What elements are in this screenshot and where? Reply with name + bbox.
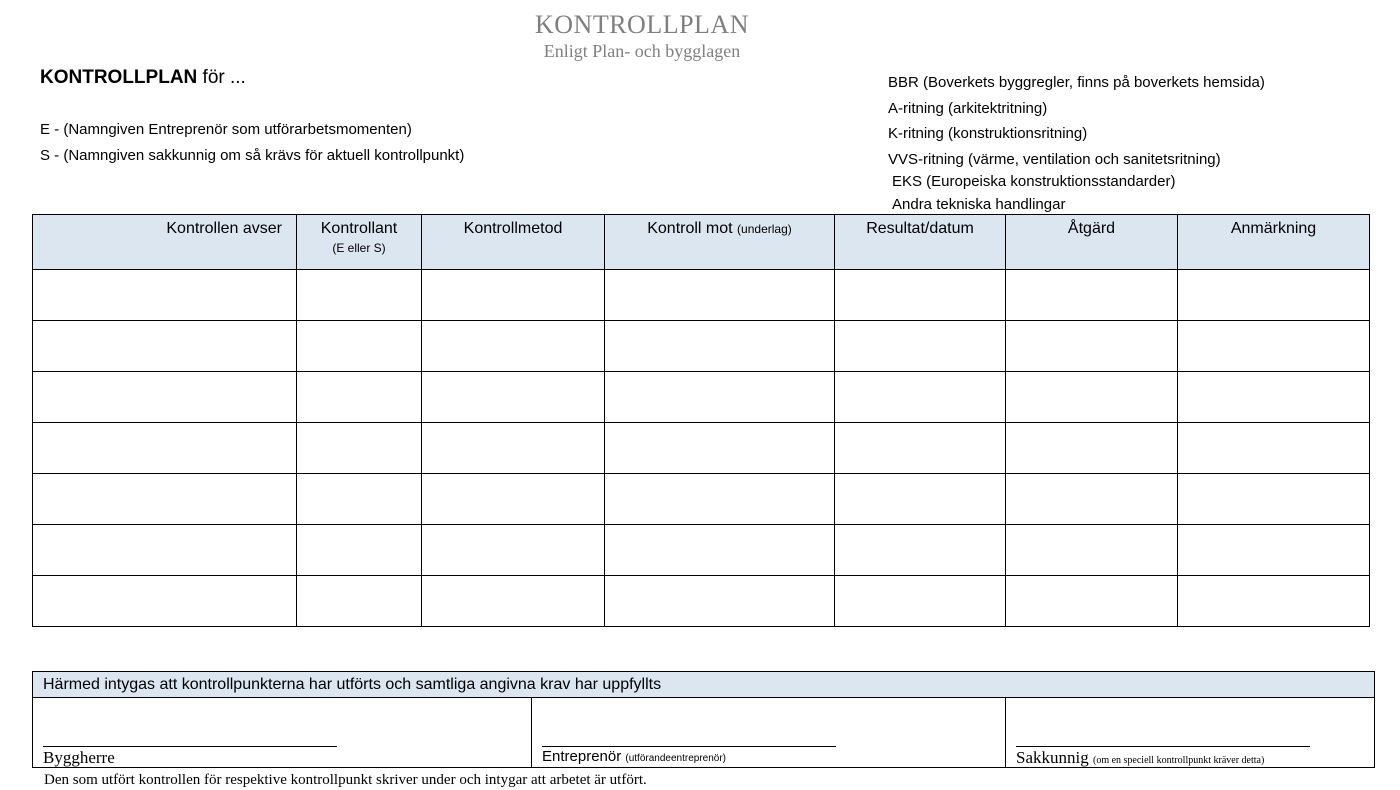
table-cell[interactable] xyxy=(1006,423,1178,474)
table-cell[interactable] xyxy=(1178,423,1370,474)
table-cell[interactable] xyxy=(33,372,297,423)
table-cell[interactable] xyxy=(422,372,605,423)
legend-s: S - (Namngiven sakkunnig om så krävs för aktuell kontrollpunkt) xyxy=(40,147,465,164)
table-cell[interactable] xyxy=(33,576,297,627)
column-header-kontroll-mot-small: (underlag) xyxy=(737,222,792,236)
table-cell[interactable] xyxy=(422,270,605,321)
column-header-resultat-datum: Resultat/datum xyxy=(835,215,1006,270)
table-cell[interactable] xyxy=(1006,321,1178,372)
signature-sakkunnig[interactable] xyxy=(1005,698,1374,767)
table-row xyxy=(33,576,1370,627)
signature-line xyxy=(43,746,337,747)
entreprenor-note: (utförandeentreprenör) xyxy=(625,753,727,764)
table-cell[interactable] xyxy=(297,372,422,423)
table-row xyxy=(33,372,1370,423)
table-cell[interactable] xyxy=(835,474,1006,525)
table-cell[interactable] xyxy=(605,525,835,576)
table-cell[interactable] xyxy=(422,423,605,474)
table-row xyxy=(33,321,1370,372)
signature-entreprenor[interactable] xyxy=(531,698,1006,767)
table-row xyxy=(33,525,1370,576)
document-item: VVS-ritning (värme, ventilation och sanitetsritning) xyxy=(888,150,1221,168)
signature-label-entreprenor: Entreprenör (utförandeentreprenör) xyxy=(542,748,727,765)
legend-e: E - (Namngiven Entreprenör som utförarbetsmomenten) xyxy=(40,121,412,138)
document-item: A-ritning (arkitektritning) xyxy=(888,99,1048,117)
table-cell[interactable] xyxy=(1006,372,1178,423)
attestation-heading: Härmed intygas att kontrollpunkterna har utförts och samtliga angivna krav har uppfyllts xyxy=(33,672,1374,698)
table-cell[interactable] xyxy=(422,576,605,627)
table-cell[interactable] xyxy=(422,525,605,576)
column-header-kontrollmetod: Kontrollmetod xyxy=(422,215,605,270)
table-cell[interactable] xyxy=(835,576,1006,627)
table-cell[interactable] xyxy=(297,423,422,474)
table-cell[interactable] xyxy=(1006,474,1178,525)
table-row xyxy=(33,423,1370,474)
signature-line xyxy=(542,746,836,747)
table-cell[interactable] xyxy=(1006,270,1178,321)
table-cell[interactable] xyxy=(1006,525,1178,576)
plan-heading xyxy=(40,65,246,91)
table-row xyxy=(33,474,1370,525)
document-item: EKS (Europeiska konstruktionsstandarder) xyxy=(892,173,1176,190)
table-cell[interactable] xyxy=(835,423,1006,474)
table-cell[interactable] xyxy=(1178,525,1370,576)
column-header-atgard: Åtgärd xyxy=(1006,215,1178,270)
control-table xyxy=(32,214,1370,627)
table-cell[interactable] xyxy=(605,321,835,372)
signature-byggherre[interactable] xyxy=(33,698,531,767)
plan-heading-bold: KONTROLLPLAN xyxy=(40,67,198,88)
table-cell[interactable] xyxy=(297,525,422,576)
table-header-row xyxy=(33,215,1370,270)
column-header-kontrollen-avser: Kontrollen avser xyxy=(33,215,297,270)
attestation-box xyxy=(32,671,1375,768)
table-cell[interactable] xyxy=(605,576,835,627)
table-cell[interactable] xyxy=(605,270,835,321)
column-header-anmarkning: Anmärkning xyxy=(1178,215,1370,270)
table-cell[interactable] xyxy=(1178,321,1370,372)
table-cell[interactable] xyxy=(835,372,1006,423)
document-item: Andra tekniska handlingar xyxy=(892,195,1066,213)
table-cell[interactable] xyxy=(1178,372,1370,423)
column-header-kontrollant: Kontrollant (E eller S) xyxy=(297,215,422,270)
table-cell[interactable] xyxy=(1006,576,1178,627)
column-header-kontroll-mot: Kontroll mot (underlag) xyxy=(605,215,835,270)
table-cell[interactable] xyxy=(835,270,1006,321)
signature-label-byggherre: Byggherre xyxy=(43,748,115,767)
plan-heading-rest: för ... xyxy=(197,67,246,88)
sakkunnig-note: (om en speciell kontrollpunkt kräver detta) xyxy=(1092,755,1265,766)
table-cell[interactable] xyxy=(605,372,835,423)
table-cell[interactable] xyxy=(1178,474,1370,525)
table-cell[interactable] xyxy=(33,474,297,525)
table-cell[interactable] xyxy=(605,474,835,525)
table-cell[interactable] xyxy=(33,321,297,372)
table-cell[interactable] xyxy=(422,321,605,372)
table-row xyxy=(33,270,1370,321)
document-item: K-ritning (konstruktionsritning) xyxy=(888,125,1088,142)
table-cell[interactable] xyxy=(297,270,422,321)
table-cell[interactable] xyxy=(605,423,835,474)
table-cell[interactable] xyxy=(297,321,422,372)
column-header-kontrollant-sub: (E eller S) xyxy=(332,241,386,255)
document-subtitle: Enligt Plan- och bygglagen xyxy=(543,41,741,61)
table-cell[interactable] xyxy=(1178,576,1370,627)
documents-list xyxy=(888,70,1265,217)
footer-note: Den som utfört kontrollen för respektive kontrollpunkt skriver under och intygar att arbetet är utfört. xyxy=(44,772,647,788)
table-cell[interactable] xyxy=(422,474,605,525)
signature-line xyxy=(1016,746,1310,747)
table-cell[interactable] xyxy=(835,321,1006,372)
table-cell[interactable] xyxy=(33,525,297,576)
table-cell[interactable] xyxy=(1178,270,1370,321)
table-cell[interactable] xyxy=(33,270,297,321)
table-cell[interactable] xyxy=(297,474,422,525)
table-cell[interactable] xyxy=(835,525,1006,576)
signature-label-sakkunnig: Sakkunnig (om en speciell kontrollpunkt kräver detta) xyxy=(1016,748,1265,767)
document-title: KONTROLLPLAN xyxy=(535,10,749,39)
table-cell[interactable] xyxy=(33,423,297,474)
document-item: BBR (Boverkets byggregler, finns på boverkets hemsida) xyxy=(888,74,1265,91)
table-cell[interactable] xyxy=(297,576,422,627)
